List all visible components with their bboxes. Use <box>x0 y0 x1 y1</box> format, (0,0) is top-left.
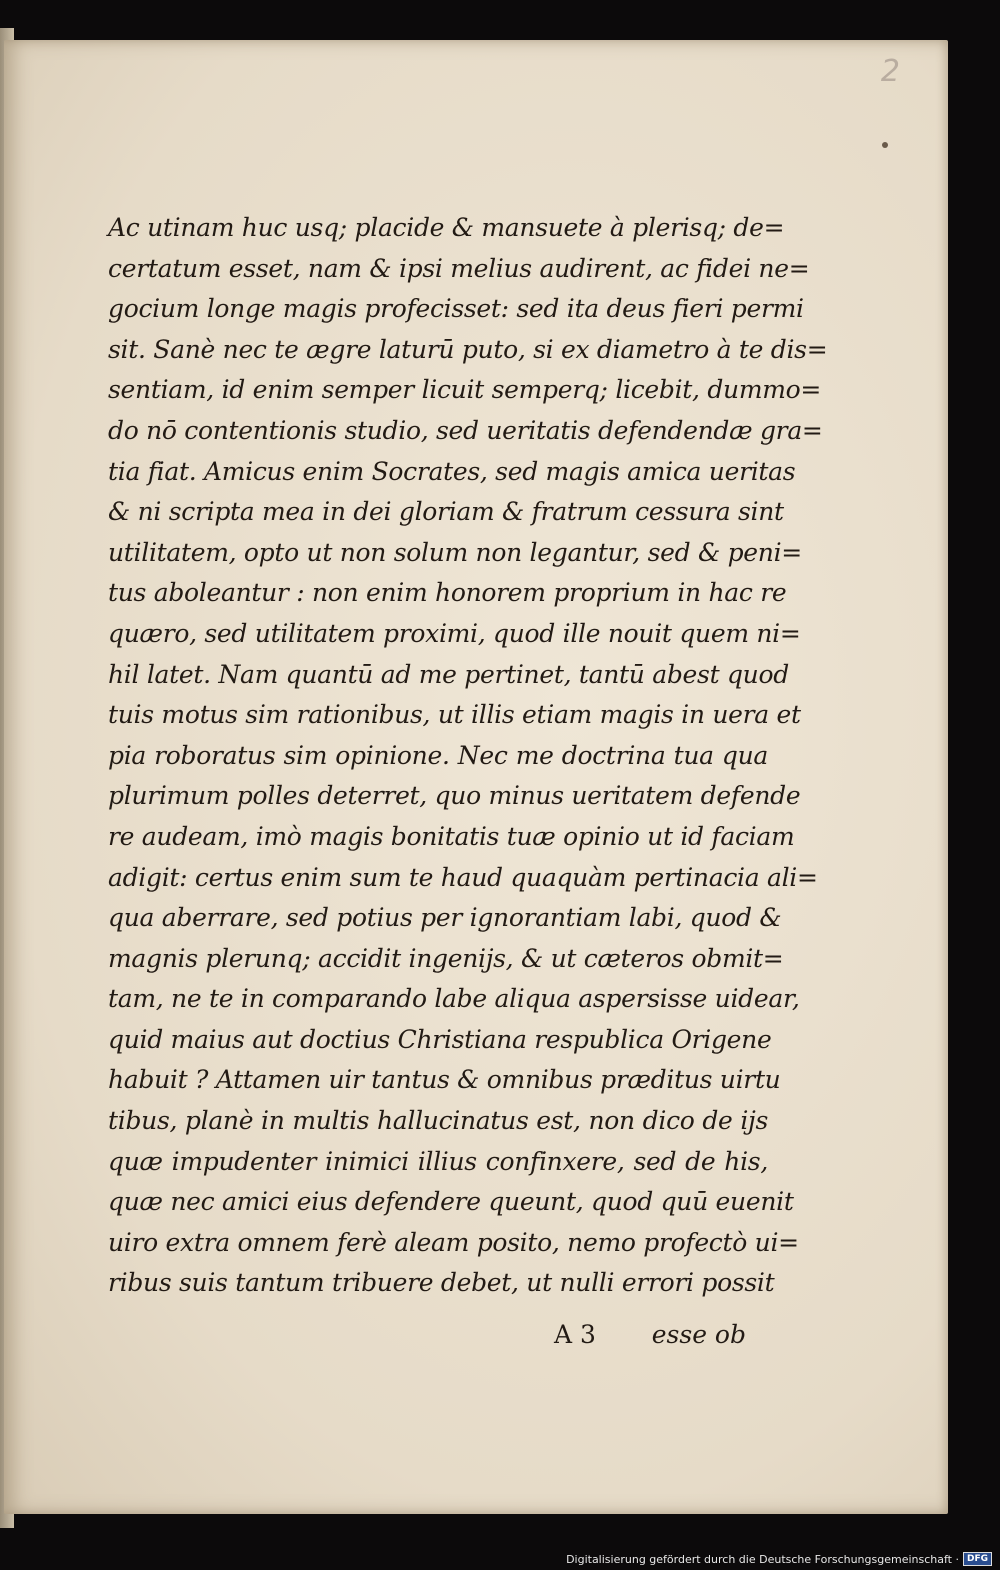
text-line: tia fiat. Amicus enim Socrates, sed magis amica ueritas <box>108 456 796 486</box>
text-line: sit. Sanè nec te ægre laturū puto, si ex diametro à te dis= <box>108 334 828 364</box>
text-line: utilitatem, opto ut non solum non legantur, sed & peni= <box>108 537 802 567</box>
text-line: tam, ne te in comparando labe aliqua aspersisse uidear, <box>108 984 800 1014</box>
page-footer <box>108 1320 768 1360</box>
catchword: esse ob <box>651 1320 746 1349</box>
text-line: habuit ? Attamen uir tantus & omnibus præditus uirtu <box>108 1065 781 1095</box>
text-line: gocium longe magis profecisset: sed ita deus fieri permi <box>108 294 804 324</box>
text-line: certatum esset, nam & ipsi melius audirent, ac fidei ne= <box>108 253 810 283</box>
text-line: tuis motus sim rationibus, ut illis etiam magis in uera et <box>108 700 801 730</box>
signature-mark: A 3 <box>554 1320 596 1349</box>
text-line: do nō contentionis studio, sed ueritatis defendendæ gra= <box>108 415 823 445</box>
text-line: quæro, sed utilitatem proximi, quod ille nouit quem ni= <box>108 618 801 648</box>
credit-text: Digitalisierung gefördert durch die Deutsche Forschungsgemeinschaft · <box>566 1552 959 1566</box>
text-line: quid maius aut doctius Christiana respublica Origene <box>108 1024 772 1054</box>
text-line: adigit: certus enim sum te haud quaquàm pertinacia ali= <box>108 862 818 892</box>
digitization-credit <box>566 1552 992 1566</box>
folio-number: 2 <box>880 54 900 89</box>
dfg-logo: DFG <box>963 1552 992 1566</box>
text-line: tibus, planè in multis hallucinatus est, non dico de ijs <box>108 1106 768 1136</box>
text-line: ribus suis tantum tribuere debet, ut nulli errori possit <box>108 1268 775 1298</box>
text-line: re audeam, imò magis bonitatis tuæ opinio ut id faciam <box>108 821 795 851</box>
text-line: uiro extra omnem ferè aleam posito, nemo profectò ui= <box>108 1227 799 1257</box>
text-line: hil latet. Nam quantū ad me pertinet, tantū abest quod <box>108 659 789 689</box>
text-line: quæ impudenter inimici illius confinxere, sed de his, <box>108 1146 768 1176</box>
text-line: & ni scripta mea in dei gloriam & fratrum cessura sint <box>108 497 784 527</box>
text-line: pia roboratus sim opinione. Nec me doctrina tua qua <box>108 740 768 770</box>
text-line: Ac utinam huc usq; placide & mansuete à plerisq; de= <box>108 213 785 242</box>
text-line: qua aberrare, sed potius per ignorantiam labi, quod & <box>108 903 782 933</box>
text-line: sentiam, id enim semper licuit semperq; licebit, dummo= <box>108 375 822 405</box>
text-line: magnis plerunq; accidit ingenijs, & ut cæteros obmit= <box>108 943 784 973</box>
text-line: tus aboleantur : non enim honorem proprium in hac re <box>108 578 787 608</box>
body-text <box>108 208 828 1304</box>
ink-spot <box>882 142 888 148</box>
text-line: plurimum polles deterret, quo minus ueritatem defende <box>108 781 801 811</box>
book-page <box>4 40 948 1514</box>
text-line: quæ nec amici eius defendere queunt, quod quū euenit <box>108 1187 794 1217</box>
